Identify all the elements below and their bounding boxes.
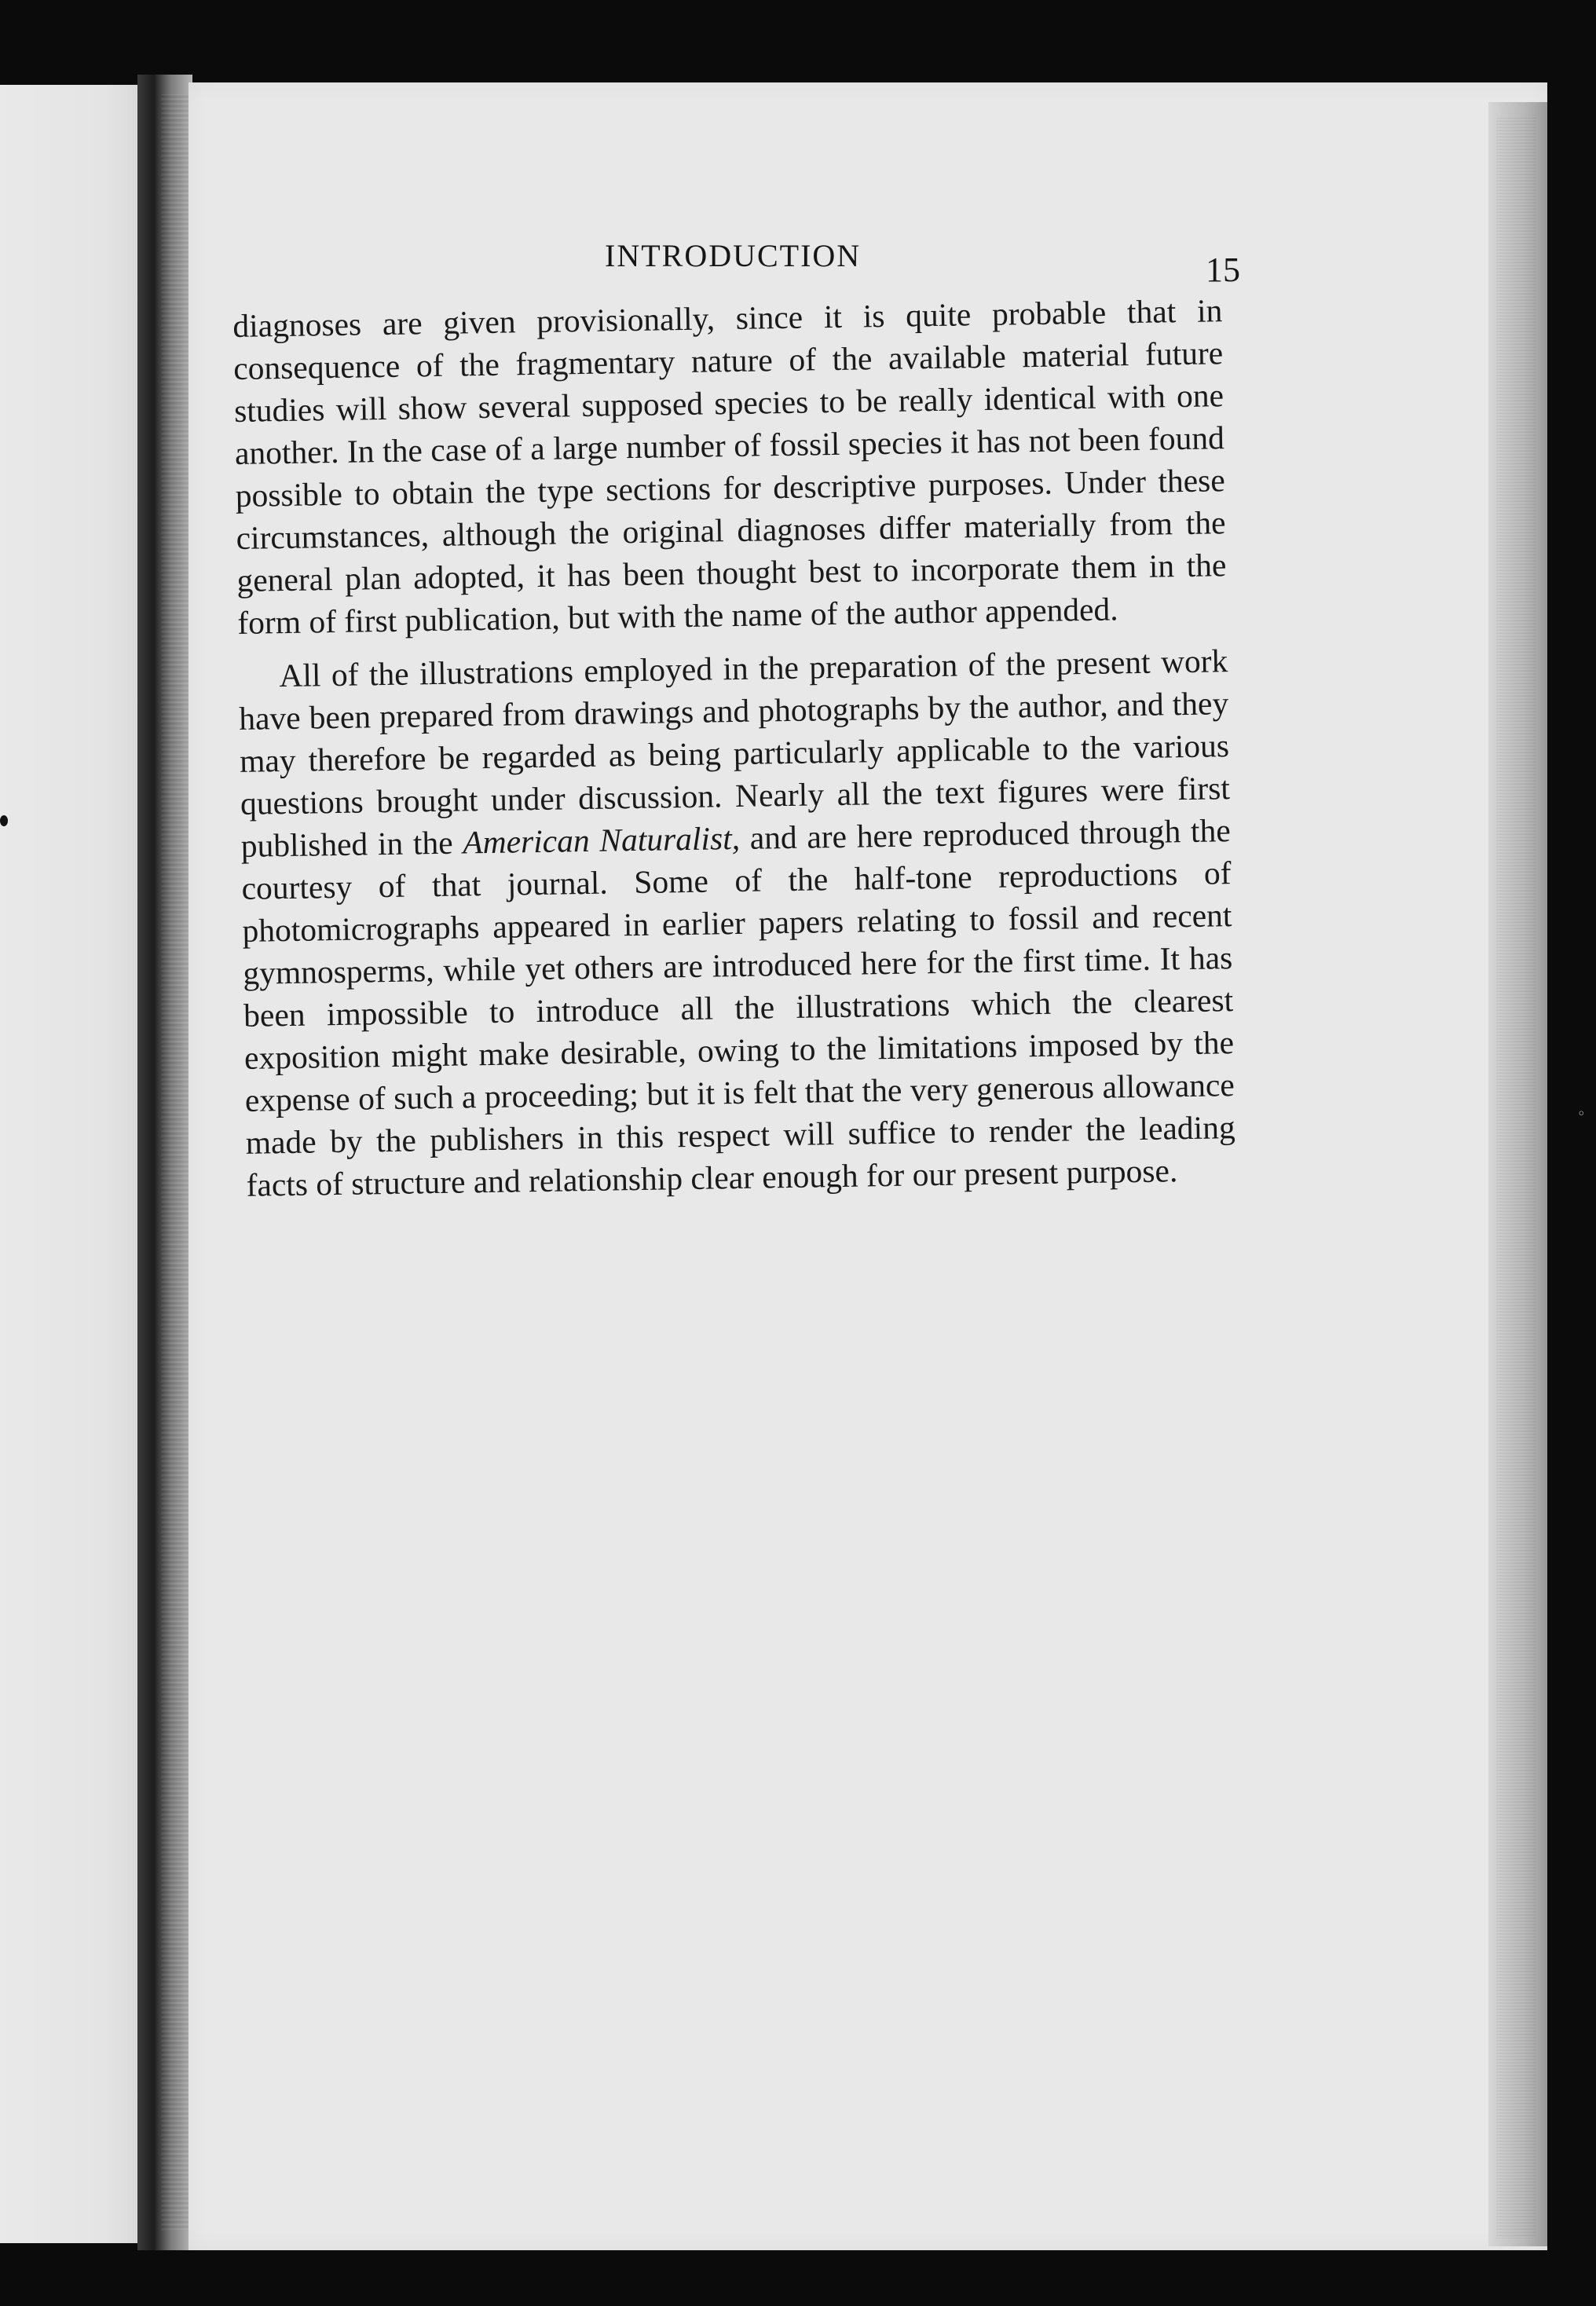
scan-mark: [0, 815, 8, 826]
page-edge-texture: [1496, 118, 1536, 2238]
paragraph-2-text-b: and are here reproduced through the courtesy of that journal. Some of the half-tone reproductions of photomicrographs appeared in earlier papers relating to fossil and recent gymnosperms, while yet others are introduced here for the first time. It has been impossible to introduce all the illustrations which the clearest exposition might make desirable, owing to the limitations imposed by the expense of such a proceeding; but it is felt that the very generous allowance made by the publishers in this respect will suffice to render the leading facts of structure and relationship clear enough for our present purpose.: [241, 812, 1235, 1203]
page-number: 15: [1206, 251, 1240, 289]
body-text: [232, 289, 1236, 1217]
journal-title: American Naturalist,: [462, 819, 741, 861]
paragraph-1: diagnoses are given provisionally, since it is quite probable that in consequence of the fragmentary nature of the available material future studies will show several supposed species to be really identical with one another. In the case of a large number of fossil species it has not been found possible to obtain the type sections for descriptive purposes. Under these circumstances, although the original diagnoses differ materially from the general plan adopted, it has been thought best to incorporate them in the form of first publication, but with the name of the author appended.: [232, 292, 1227, 641]
scan-artifact: ◦: [1577, 1106, 1586, 1122]
left-page-edge: [0, 85, 149, 2243]
paragraph-2-text-a: All of the illustrations employed in the preparation of the present work have been prepared from drawings and photographs by the author, and they may therefore be regarded as being particularly applicable to the various questions brought under discussion. Nearly all the text figures were first published in the: [238, 642, 1231, 864]
paragraph-2: [238, 639, 1236, 1206]
running-head: INTRODUCTION: [605, 238, 862, 273]
